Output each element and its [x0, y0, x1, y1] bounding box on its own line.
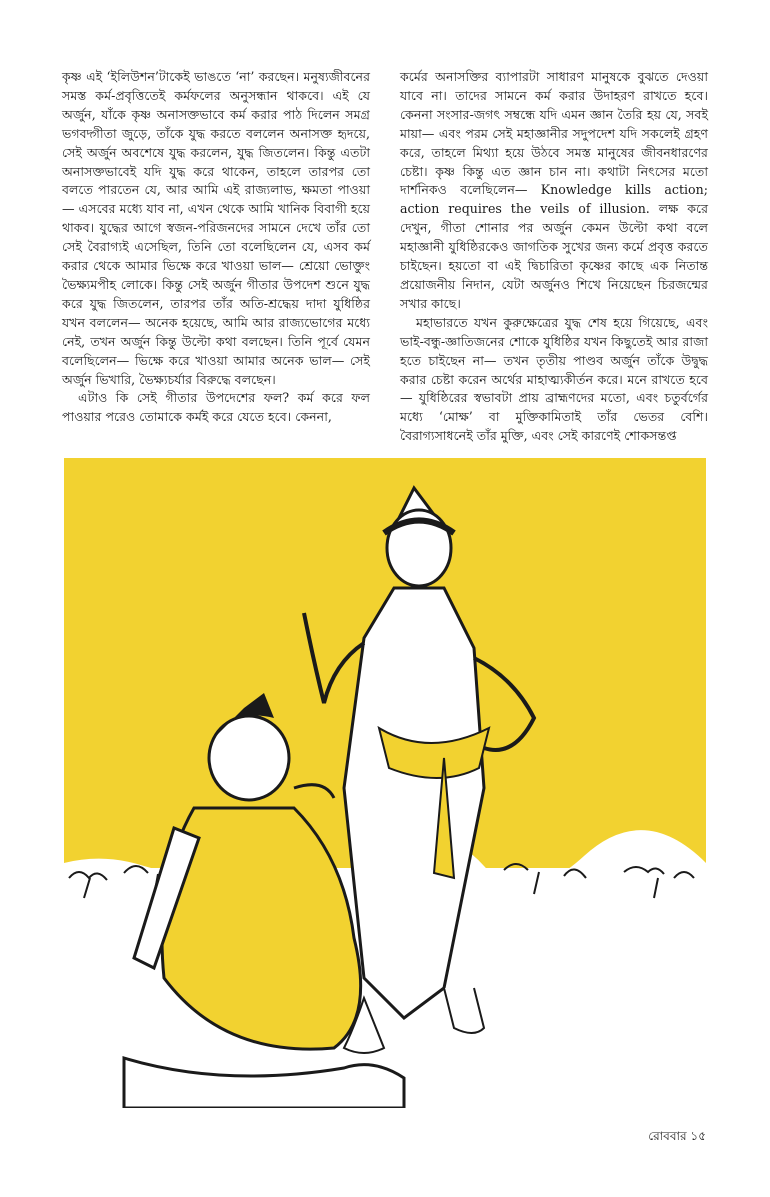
- paragraph: মহাভারতে যখন কুরুক্ষেত্রের যুদ্ধ শেষ হয়ে গিয়েছে, এবং ভাই-বন্ধু-জ্ঞাতিজনের শোকে যুধিষ্ঠির যখন কিছুতেই আর রাজা হতে চাইছেন না— তখন তৃতীয় পাণ্ডব অর্জুন তাঁকে উদ্বুদ্ধ করার চেষ্টা করেন অর্থের মাহাত্ম্যকীর্তন করে। মনে রাখতে হবে— যুধিষ্ঠিরের স্বভাবটা প্রায় ব্রাহ্মণদের মতো, এবং চতুর্বর্গের মধ্যে ‘মোক্ষ’ বা মুক্তিকামিতাই তাঁর ভেতর বেশি। বৈরাগ্যসাধনেই তাঁর মুক্তি, এবং সেই কারণেই শোকসন্তপ্ত: [400, 314, 708, 444]
- krishna-arjuna-illustration: [64, 458, 706, 1108]
- paragraph: কর্মের অনাসক্তির ব্যাপারটা সাধারণ মানুষকে বুঝতে দেওয়া যাবে না। তাদের সামনে কর্ম করার উদাহরণ রাখতে হবে। কেননা সংসার-জগৎ সম্বন্ধে যদি এমন জ্ঞান তৈরি হয় যে, সবই মায়া— এবং পরম সেই মহাজ্ঞানীর সদুপদেশ যদি সকলেই গ্রহণ করে, তাহলে মিথ্যা হয়ে উঠবে সমস্ত মানুষের জীবনধারণের চেষ্টা। কৃষ্ণ কিন্তু এত জ্ঞান চান না। কথাটা নিৎসের মতো দার্শনিকও বলেছিলেন— Knowledge kills action; action requires the veils of illusion. লক্ষ করে দেখুন, গীতা শোনার পর অর্জুন কেমন উল্টো কথা বলে মহাজ্ঞানী যুধিষ্ঠিরকেও জাগতিক সুখের জন্য কর্মে প্রবৃত্ত করতে চাইছেন। হয়তো বা এই দ্বিচারিতা কৃষ্ণের কাছে এক নিতান্ত প্রয়োজনীয় নিদান, যেটা অর্জুনও শিখে নিয়েছেন চিরজন্মের সখার কাছে।: [400, 69, 708, 311]
- page-footer: রোববার ১৫: [648, 1129, 706, 1143]
- paragraph: এটাও কি সেই গীতার উপদেশের ফল? কর্ম করে ফল পাওয়ার পরেও তোমাকে কর্মই করে যেতে হবে। কেননা,: [62, 390, 370, 425]
- right-text-column: [400, 68, 708, 446]
- left-text-column: [62, 68, 370, 427]
- paragraph: কৃষ্ণ এই ‘ইলিউশন’টাকেই ভাঙতে ‘না’ করছেন। মনুষ্যজীবনের সমস্ত কর্ম-প্রবৃত্তিতেই কর্মফলের অনুসন্ধান থাকবে। এই যে অর্জুন, যাঁকে কৃষ্ণ অনাসক্তভাবে কর্ম করার পাঠ দিলেন সমগ্র ভগবদ্গীতা জুড়ে, তাঁকে যুদ্ধ করতে বললেন অনাসক্ত হৃদয়ে, সেই অর্জুন অবশেষে যুদ্ধ করলেন, যুদ্ধ জিতলেন। কিন্তু এতটা অনাসক্তভাবেই যদি যুদ্ধ করে থাকেন, তাহলে তারপর তো বলতে পারতেন যে, আর আমি এই রাজ্যলাভ, ক্ষমতা পাওয়া— এসবের মধ্যে যাব না, এখন থেকে আমি খানিক বিবাগী হয়ে থাকব। যুদ্ধের আগে স্বজন-পরিজনদের সামনে দেখে তাঁর তো সেই বৈরাগ্যই এসেছিল, তিনি তো বলেছিলেন যে, এসব কর্ম করার থেকে আমার ভিক্ষে করে খাওয়া ভাল— শ্রেয়ো ভোক্তুং ভৈক্ষ্যমপীহ লোকে। কিন্তু সেই অর্জুন গীতার উপদেশ শুনে যুদ্ধ করে যুদ্ধ জিতলেন, তারপর তাঁর অতি-শ্রদ্ধেয় দাদা যুধিষ্ঠির যখন বললেন— অনেক হয়েছে, আমি আর রাজ্যভোগের মধ্যে নেই, তখন অর্জুন কিন্তু উল্টো কথা বলছেন। তিনি পূর্বে যেমন বলেছিলেন— ভিক্ষে করে খাওয়া আমার অনেক ভাল— সেই অর্জুন ভিখারি, ভৈক্ষ্যচর্যার বিরুদ্ধে বলছেন।: [62, 69, 370, 387]
